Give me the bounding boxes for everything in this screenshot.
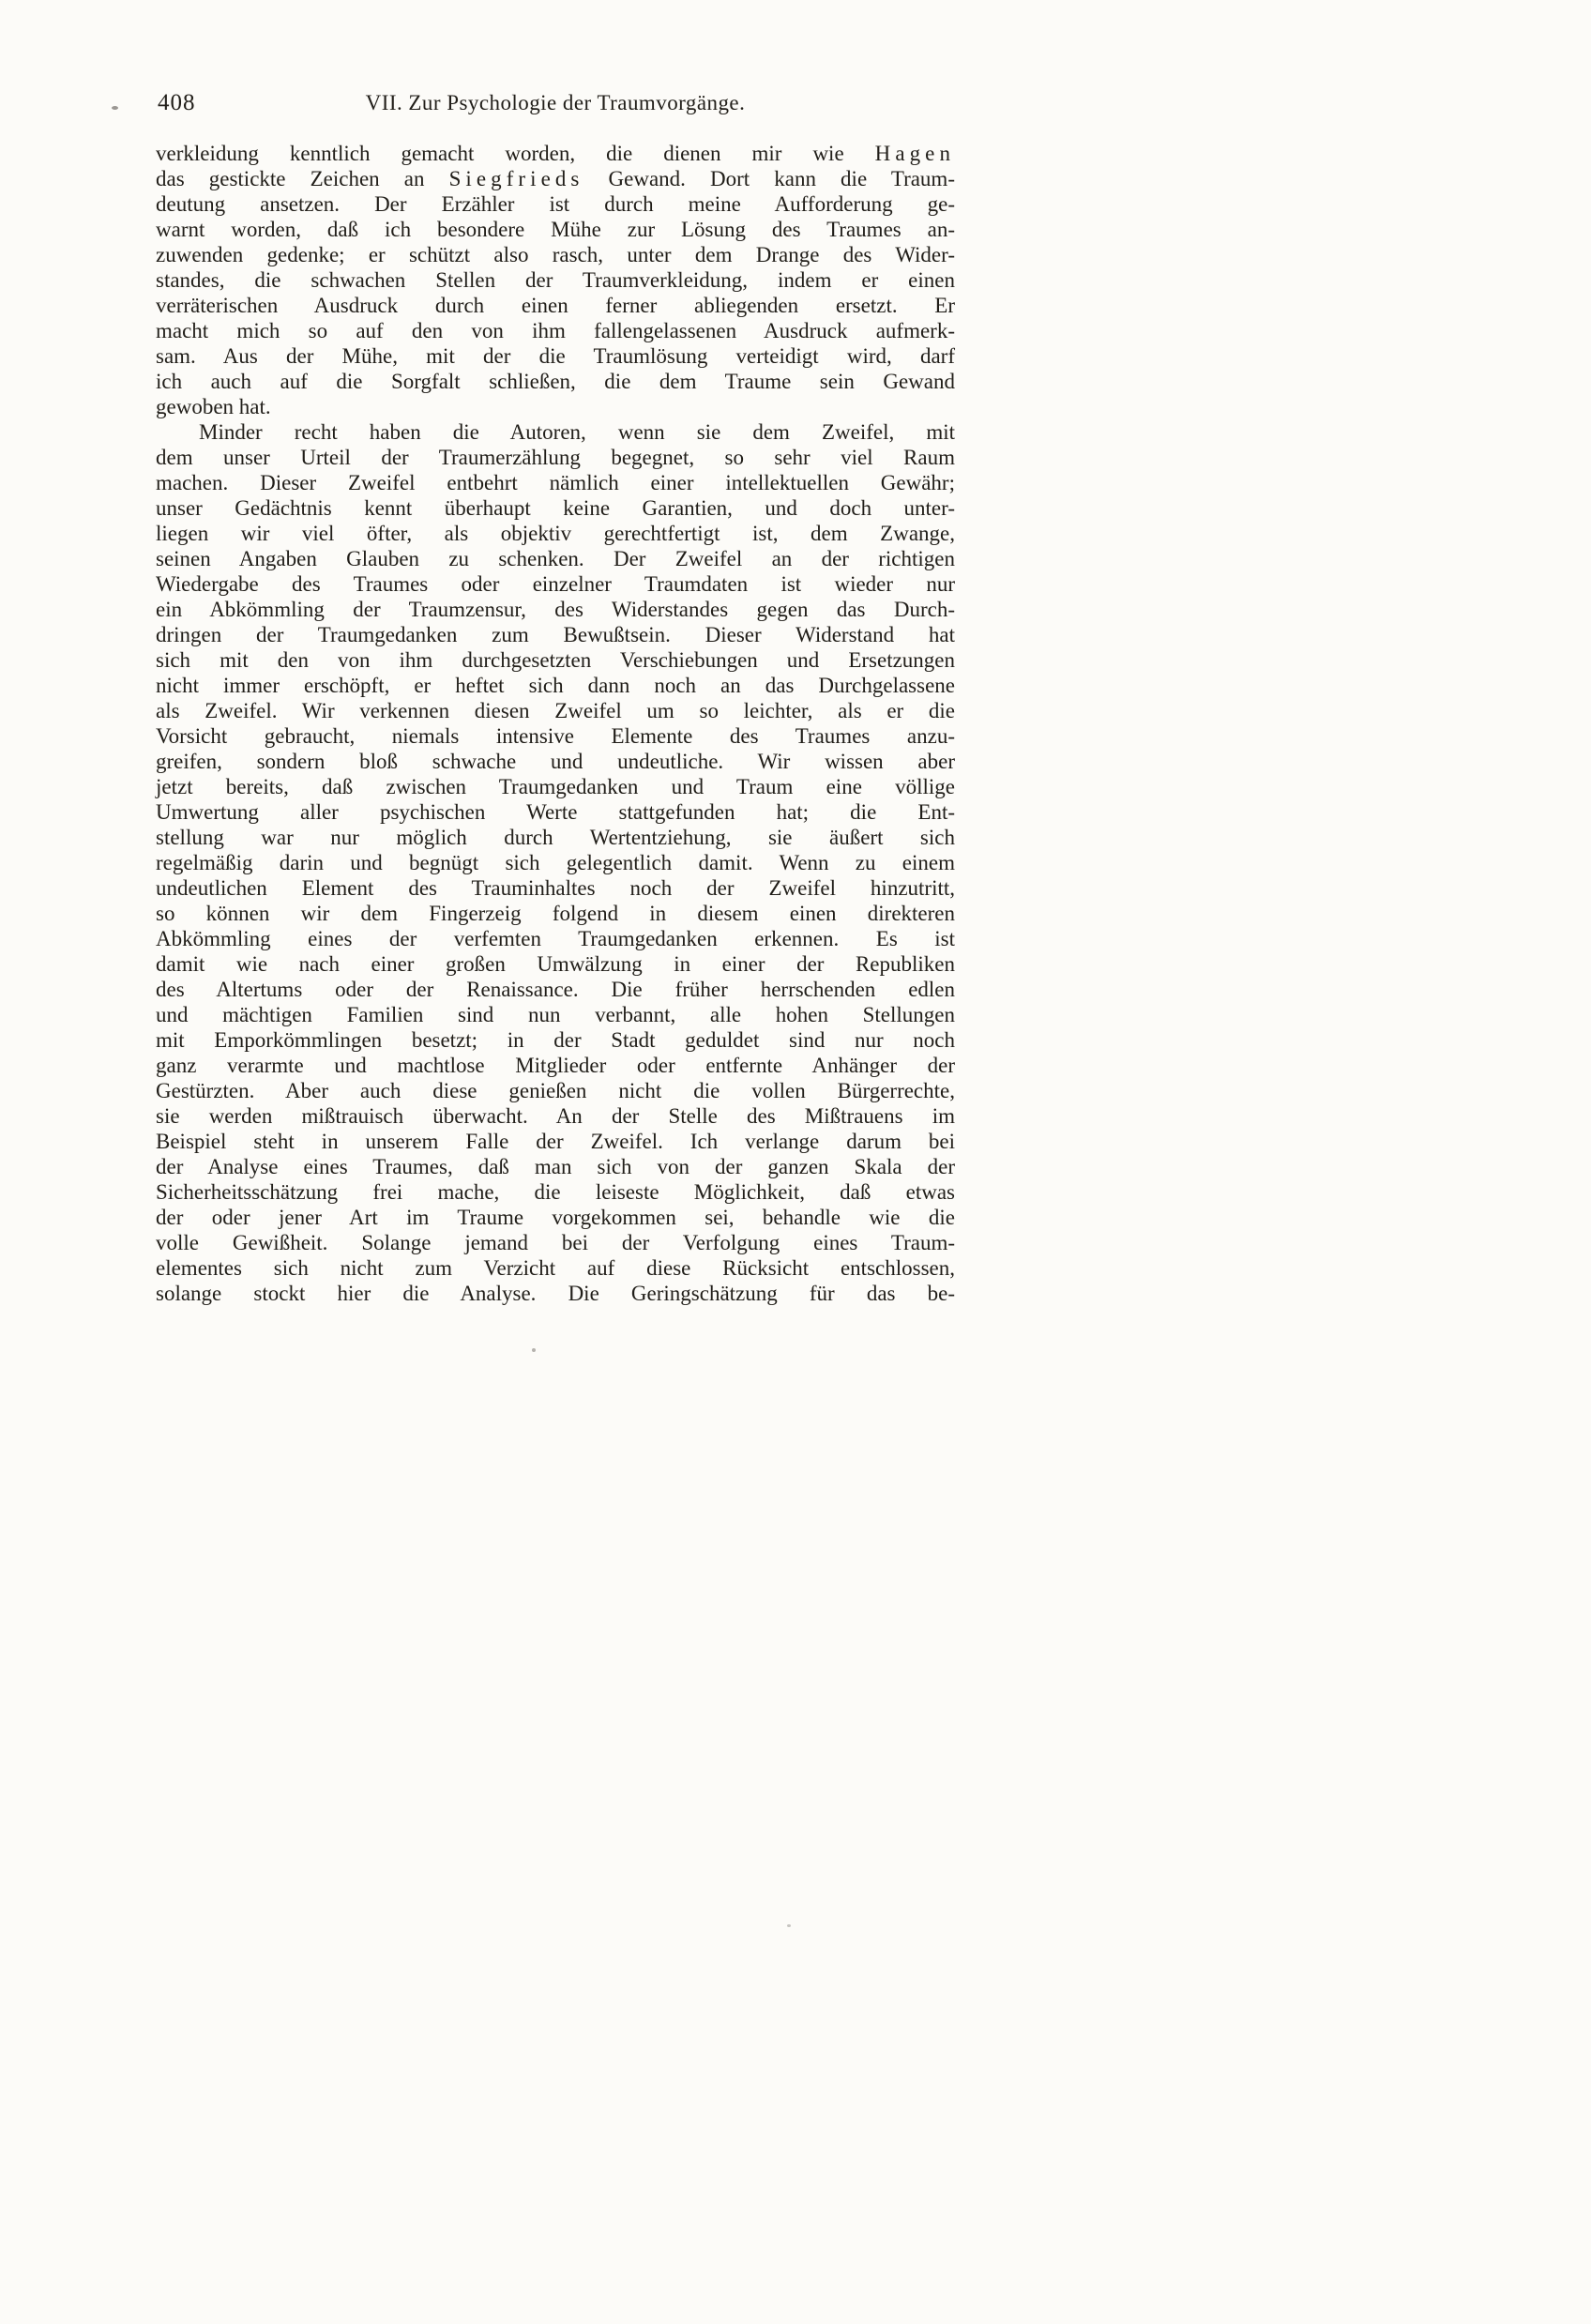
text-line [156,369,955,394]
text-segment: Beispiel steht in unserem Falle der Zweifel. Ich verlange darum bei [156,1130,955,1153]
text-line [156,318,955,343]
text-segment: zuwenden gedenke; er schützt also rasch, unter dem Drange des Wider- [156,243,955,266]
text-line [156,571,955,597]
text-line [156,1002,955,1027]
text-line [156,166,955,191]
text-line [156,1154,955,1179]
text-segment: Gewand. Dort kann die Traum- [583,167,955,190]
text-line [156,1129,955,1154]
text-line [156,1053,955,1078]
text-segment: standes, die schwachen Stellen der Traumverkleidung, indem er einen [156,268,955,292]
text-line [156,723,955,749]
text-segment: Sicherheitsschätzung frei mache, die leiseste Möglichkeit, daß etwas [156,1180,955,1204]
text-segment: undeutlichen Element des Trauminhaltes noch der Zweifel hinzutritt, [156,876,955,900]
scan-speck [532,1348,536,1352]
text-segment: elementes sich nicht zum Verzicht auf diese Rücksicht entschlossen, [156,1256,955,1280]
text-line [156,901,955,926]
letterspaced-name: Siegfrieds [448,167,584,190]
text-line [156,1027,955,1053]
text-segment: regelmäßig darin und begnügt sich gelegentlich damit. Wenn zu einem [156,851,955,874]
text-line [156,977,955,1002]
text-line [156,825,955,850]
text-segment: nicht immer erschöpft, er heftet sich dann noch an das Durchgelassene [156,674,955,697]
text-line [156,1255,955,1281]
text-segment: verräterischen Ausdruck durch einen ferner abliegenden ersetzt. Er [156,294,955,317]
text-line [156,293,955,318]
text-line [156,774,955,799]
text-line [156,1205,955,1230]
text-line [156,926,955,951]
text-segment: machen. Dieser Zweifel entbehrt nämlich einer intellektuellen Gewähr; [156,471,955,494]
text-segment: ganz verarmte und machtlose Mitglieder oder entfernte Anhänger der [156,1054,955,1077]
text-line [156,951,955,977]
text-segment: dringen der Traumgedanken zum Bewußtsein. Dieser Widerstand hat [156,623,955,646]
text-line [156,1281,955,1306]
text-segment: das gestickte Zeichen an [156,167,449,190]
text-segment: Umwertung aller psychischen Werte stattgefunden hat; die Ent- [156,800,955,824]
text-line [156,749,955,774]
text-block [156,141,955,1306]
text-line [156,470,955,495]
text-segment: und mächtigen Familien sind nun verbannt, alle hohen Stellungen [156,1003,955,1026]
text-line [156,191,955,217]
text-line [156,875,955,901]
text-segment: sich mit den von ihm durchgesetzten Verschiebungen und Ersetzungen [156,648,955,672]
text-segment: macht mich so auf den von ihm fallengelassenen Ausdruck aufmerk- [156,319,955,342]
text-line [156,1179,955,1205]
text-line [156,343,955,369]
text-line [156,445,955,470]
text-line [156,419,955,445]
running-head [156,90,955,118]
text-segment: ich auch auf die Sorgfalt schließen, die dem Traume sein Gewand [156,370,955,393]
text-line [156,141,955,166]
text-line [156,546,955,571]
text-segment: unser Gedächtnis kennt überhaupt keine Garantien, und doch unter- [156,496,955,520]
letterspaced-name: Hagen [874,142,955,165]
text-segment: verkleidung kenntlich gemacht worden, die dienen mir wie [156,142,875,165]
text-segment: der Analyse eines Traumes, daß man sich von der ganzen Skala der [156,1155,955,1178]
text-line [156,698,955,723]
text-segment: volle Gewißheit. Solange jemand bei der Verfolgung eines Traum- [156,1231,955,1254]
text-segment: Vorsicht gebraucht, niemals intensive Elemente des Traumes anzu- [156,724,955,748]
text-segment: Wiedergabe des Traumes oder einzelner Traumdaten ist wieder nur [156,572,955,596]
page-number: 408 [158,90,196,115]
text-segment: Gestürzten. Aber auch diese genießen nicht die vollen Bürgerrechte, [156,1079,955,1102]
text-segment: Minder recht haben die Autoren, wenn sie dem Zweifel, mit [199,420,955,444]
text-line [156,622,955,647]
text-segment: seinen Angaben Glauben zu schenken. Der Zweifel an der richtigen [156,547,955,570]
text-line [156,495,955,521]
text-segment: damit wie nach einer großen Umwälzung in einer der Republiken [156,952,955,976]
scan-speck [787,1924,791,1927]
text-segment: gewoben hat. [156,395,271,418]
text-line [156,1230,955,1255]
text-segment: so können wir dem Fingerzeig folgend in diesem einen direkteren [156,902,955,925]
text-segment: jetzt bereits, daß zwischen Traumgedanken und Traum eine völlige [156,775,955,798]
text-segment: als Zweifel. Wir verkennen diesen Zweifel um so leichter, als er die [156,699,955,722]
text-line [156,394,955,419]
text-line [156,799,955,825]
text-segment: solange stockt hier die Analyse. Die Geringschätzung für das be- [156,1282,955,1305]
scan-speck [112,106,118,110]
text-segment: deutung ansetzen. Der Erzähler ist durch meine Aufforderung ge- [156,192,955,216]
running-header-title: VII. Zur Psychologie der Traumvorgänge. [365,91,746,114]
text-segment: Abkömmling eines der verfemten Traumgedanken erkennen. Es ist [156,927,955,950]
text-segment: stellung war nur möglich durch Wertentziehung, sie äußert sich [156,826,955,849]
text-line [156,1103,955,1129]
text-segment: warnt worden, daß ich besondere Mühe zur Lösung des Traumes an- [156,218,955,241]
text-line [156,217,955,242]
text-line [156,242,955,267]
text-segment: des Altertums oder der Renaissance. Die früher herrschenden edlen [156,978,955,1001]
text-line [156,1078,955,1103]
text-segment: liegen wir viel öfter, als objektiv gerechtfertigt ist, dem Zwange, [156,522,955,545]
text-segment: mit Emporkömmlingen besetzt; in der Stadt geduldet sind nur noch [156,1028,955,1052]
text-line [156,521,955,546]
text-segment: der oder jener Art im Traume vorgekommen sei, behandle wie die [156,1206,955,1229]
text-segment: sam. Aus der Mühe, mit der die Traumlösung verteidigt wird, darf [156,344,955,368]
text-segment: sie werden mißtrauisch überwacht. An der Stelle des Mißtrauens im [156,1104,955,1128]
text-segment: ein Abkömmling der Traumzensur, des Widerstandes gegen das Durch- [156,598,955,621]
text-line [156,850,955,875]
text-segment: dem unser Urteil der Traumerzählung begegnet, so sehr viel Raum [156,446,955,469]
text-segment: greifen, sondern bloß schwache und undeutliche. Wir wissen aber [156,750,955,773]
text-line [156,597,955,622]
text-line [156,267,955,293]
text-line [156,647,955,673]
text-line [156,673,955,698]
